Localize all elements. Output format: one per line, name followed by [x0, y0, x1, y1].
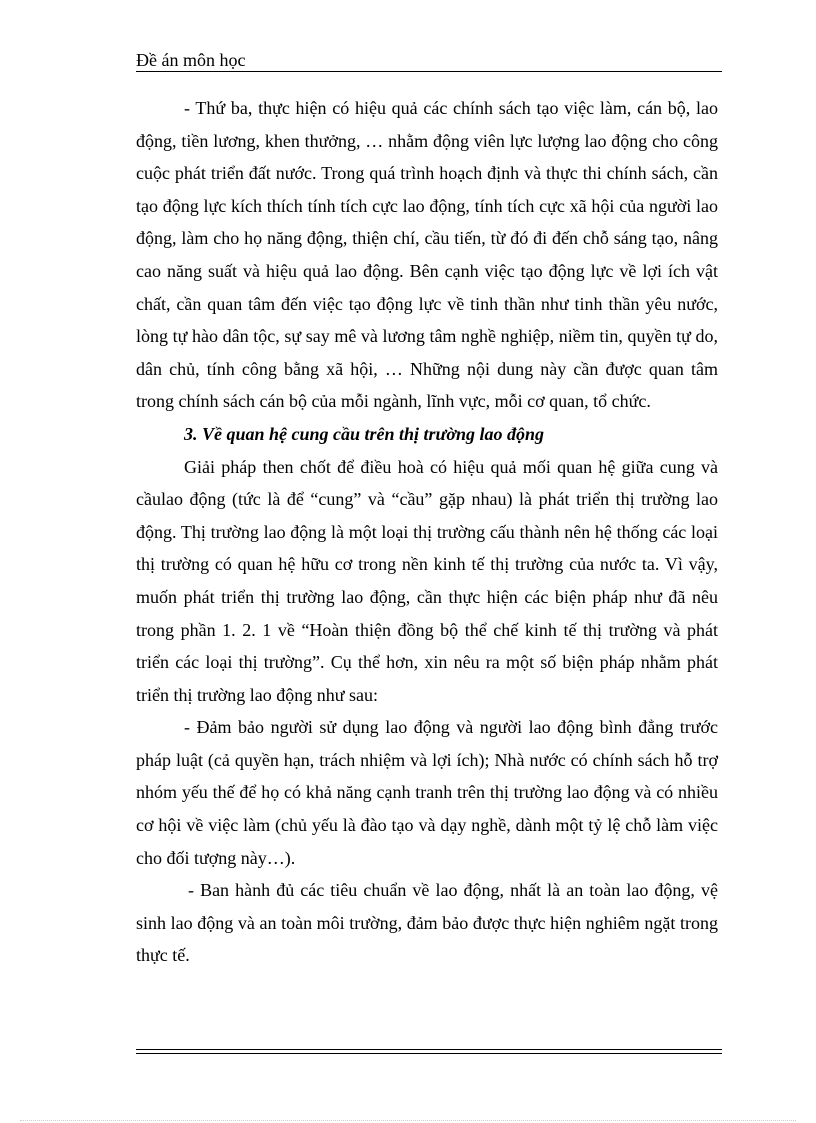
paragraph-third-policy: - Thứ ba, thực hiện có hiệu quả các chính sách tạo việc làm, cán bộ, lao động, tiền lương, khen thưởng, … nhằm động viên lực lượng lao động cho công cuộc phát triển đất nước. Trong quá trình hoạch định và thực thi chính sách, cần tạo động lực kích thích tính tích cực lao động, tính tích cực xã hội của người lao động, làm cho họ năng động, thiện chí, cầu tiến, từ đó đi đến chỗ sáng tạo, nâng cao năng suất và hiệu quả lao động. Bên cạnh việc tạo động lực về lợi ích vật chất, cần quan tâm đến việc tạo động lực về tinh thần như tinh thần yêu nước, lòng tự hào dân tộc, sự say mê và lương tâm nghề nghiệp, niềm tin, quyền tự do, dân chủ, tính công bằng xã hội, … Những nội dung này cần được quan tâm trong chính sách cán bộ của mỗi ngành, lĩnh vực, mỗi cơ quan, tổ chức. [136, 98, 718, 412]
section-heading-labor-supply-demand: 3. Về quan hệ cung cầu trên thị trường lao động [184, 423, 545, 444]
header-rule [136, 71, 722, 72]
paragraph-labor-standards: - Ban hành đủ các tiêu chuẩn về lao động, nhất là an toàn lao động, vệ sinh lao động và an toàn môi trường, đảm bảo được thực hiện nghiêm ngặt trong thực tế. [136, 880, 718, 966]
page-bottom-edge [20, 1120, 796, 1121]
page-header-title: Đề án môn học [136, 50, 246, 70]
footer-rule-bottom [136, 1053, 722, 1054]
document-body [136, 92, 718, 972]
paragraph-key-solution: Giải pháp then chốt để điều hoà có hiệu quả mối quan hệ giữa cung và cầulao động (tức là để “cung” và “cầu” gặp nhau) là phát triển thị trường lao động. Thị trường lao động là một loại thị trường cấu thành nên hệ thống các loại thị trường có quan hệ hữu cơ trong nền kinh tế thị trường của nước ta. Vì vậy, muốn phát triển thị trường lao động, cần thực hiện các biện pháp như đã nêu trong phần 1. 2. 1 về “Hoàn thiện đồng bộ thể chế kinh tế thị trường và phát triển các loại thị trường”. Cụ thể hơn, xin nêu ra một số biện pháp nhằm phát triển thị trường lao động như sau: [136, 456, 718, 705]
paragraph-equality-before-law: - Đảm bảo người sử dụng lao động và người lao động bình đẳng trước pháp luật (cả quyền hạn, trách nhiệm và lợi ích); Nhà nước có chính sách hỗ trợ nhóm yếu thế để họ có khả năng cạnh tranh trên thị trường lao động và có nhiều cơ hội về việc làm (chủ yếu là đào tạo và dạy nghề, dành một tỷ lệ chỗ làm việc cho đối tượng này…). [136, 717, 718, 868]
footer-rule-top [136, 1049, 722, 1050]
